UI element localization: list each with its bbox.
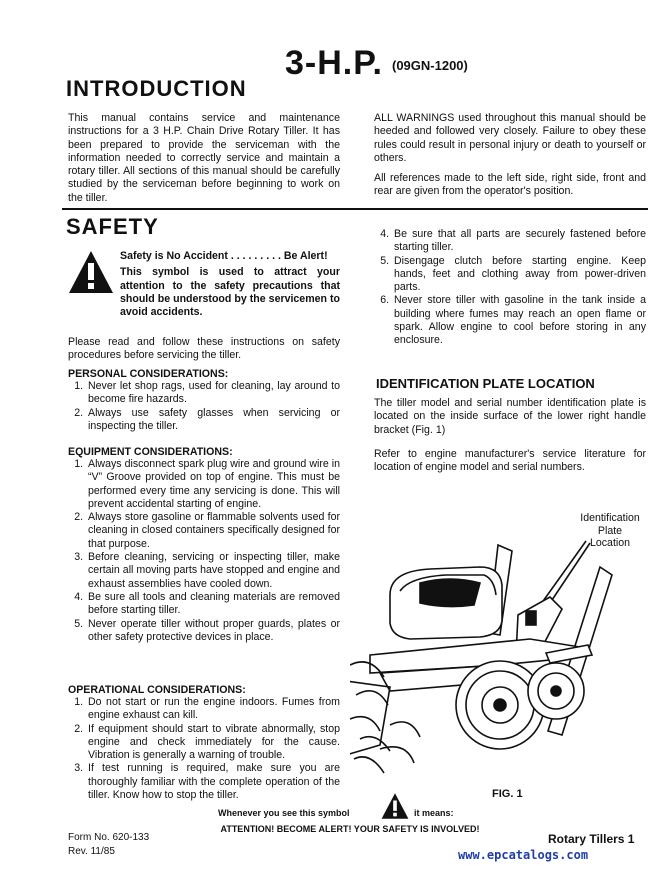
- safety-heading: SAFETY: [66, 214, 159, 239]
- watermark: www.epcatalogs.com: [458, 848, 589, 862]
- equipment-heading: EQUIPMENT CONSIDERATIONS:: [68, 446, 233, 458]
- callout-line: Identification: [580, 512, 640, 524]
- safety-right-section: [374, 228, 646, 348]
- symbol-note-right: it means:: [414, 808, 454, 818]
- list-item: 1. Do not start or run the engine indoors. Fumes from engine exhaust can kill.: [86, 696, 340, 723]
- introduction-heading: INTRODUCTION: [66, 76, 247, 101]
- list-item: 2. Always store gasoline or flammable solvents used for cleaning in closed containers specifically designed for that purpose.: [86, 511, 340, 551]
- alert-body: This symbol is used to attract your attention to the safety precautions that should be understood by the servicemen to avoid accidents.: [120, 266, 340, 319]
- list-item: 3. If test running is required, make sure you are thoroughly familiar with the complete operation of the tiller. Know how to stop the tiller.: [86, 762, 340, 802]
- callout-line: Location: [589, 537, 631, 549]
- operational-list: [68, 696, 340, 802]
- list-item: 3. Before cleaning, servicing or inspecting tiller, make certain all moving parts have stopped and engine and exhaust assemblies have cooled down.: [86, 551, 340, 591]
- list-item: 1. Never let shop rags, used for cleaning, lay around to become fire hazards.: [86, 380, 340, 407]
- list-item: 5. Disengage clutch before starting engine. Keep hands, feet and clothing away from power-driven parts.: [392, 255, 646, 295]
- list-item: 4. Be sure that all parts are securely fastened before starting tiller.: [392, 228, 646, 255]
- section-divider: [62, 208, 648, 210]
- alert-line: Safety is No Accident . . . . . . . . . Be Alert!: [120, 250, 328, 262]
- personal-list: [68, 380, 340, 433]
- attention-line: ATTENTION! BECOME ALERT! YOUR SAFETY IS INVOLVED!: [220, 824, 480, 834]
- list-item: 1. Always disconnect spark plug wire and ground wire in “V” Groove provided on top of engine. This must be performed every time any servicing is done. This will prevent accidental starting of engine.: [86, 458, 340, 511]
- equipment-list: [68, 458, 340, 644]
- operational-section: [68, 684, 340, 802]
- revision: Rev. 11/85: [68, 846, 115, 857]
- callout-line: Plate: [597, 524, 623, 537]
- identification-paragraph: The tiller model and serial number identification plate is located on the inside surface of the lower right handle bracket (Fig. 1): [374, 397, 646, 436]
- page-label: Rotary Tillers 1: [548, 832, 635, 846]
- figure-label: FIG. 1: [492, 788, 523, 800]
- list-item: 2. Always use safety glasses when servicing or inspecting the tiller.: [86, 407, 340, 434]
- engine-reference-paragraph: Refer to engine manufacturer's service literature for location of engine model and serial numbers.: [374, 448, 646, 474]
- identification-heading: IDENTIFICATION PLATE LOCATION: [376, 376, 595, 391]
- list-item: 4. Be sure all tools and cleaning materials are removed before starting tiller.: [86, 591, 340, 618]
- warning-triangle-icon: [68, 250, 114, 299]
- equipment-section: [68, 446, 340, 644]
- warnings-paragraph: ALL WARNINGS used throughout this manual should be heeded and followed very closely. Failure to obey these rules could result in personal injury or death to yourself or others.: [374, 112, 646, 164]
- list-item: 6. Never store tiller with gasoline in the tank inside a building where fumes may reach an open flame or spark. Allow engine to cool before storing in any enclosure.: [392, 294, 646, 347]
- personal-heading: PERSONAL CONSIDERATIONS:: [68, 368, 229, 380]
- personal-section: [68, 368, 340, 433]
- list-item: 2. If equipment should start to vibrate abnormally, stop engine and check immediately for the cause. Vibration is generally a warning of trouble.: [86, 723, 340, 763]
- page-title: 3-H.P.: [285, 44, 383, 82]
- form-number: Form No. 620-133: [68, 832, 150, 843]
- list-item: 5. Never operate tiller without proper guards, plates or other safety protective devices in place.: [86, 618, 340, 645]
- intro-paragraph: This manual contains service and maintenance instructions for a 3 H.P. Chain Drive Rotary Tiller. It has been prepared to provide the serviceman with the information needed to correctly service and maintain a rotary tiller. All sections of this manual should be carefully studied by the serviceman before beginning to work on the tiller.: [68, 112, 340, 204]
- safety-right-list: [374, 228, 646, 348]
- safety-intro-text: Please read and follow these instructions on safety procedures before servicing the tiller.: [68, 336, 340, 362]
- model-code: (09GN-1200): [392, 58, 468, 73]
- references-paragraph: All references made to the left side, right side, front and rear are given from the operator's position.: [374, 172, 646, 198]
- safety-alert-block: [120, 250, 340, 319]
- operational-heading: OPERATIONAL CONSIDERATIONS:: [68, 684, 246, 696]
- tiller-illustration: [350, 505, 650, 800]
- footer-warning-triangle-icon: [381, 792, 409, 825]
- symbol-note-left: Whenever you see this symbol: [218, 808, 350, 818]
